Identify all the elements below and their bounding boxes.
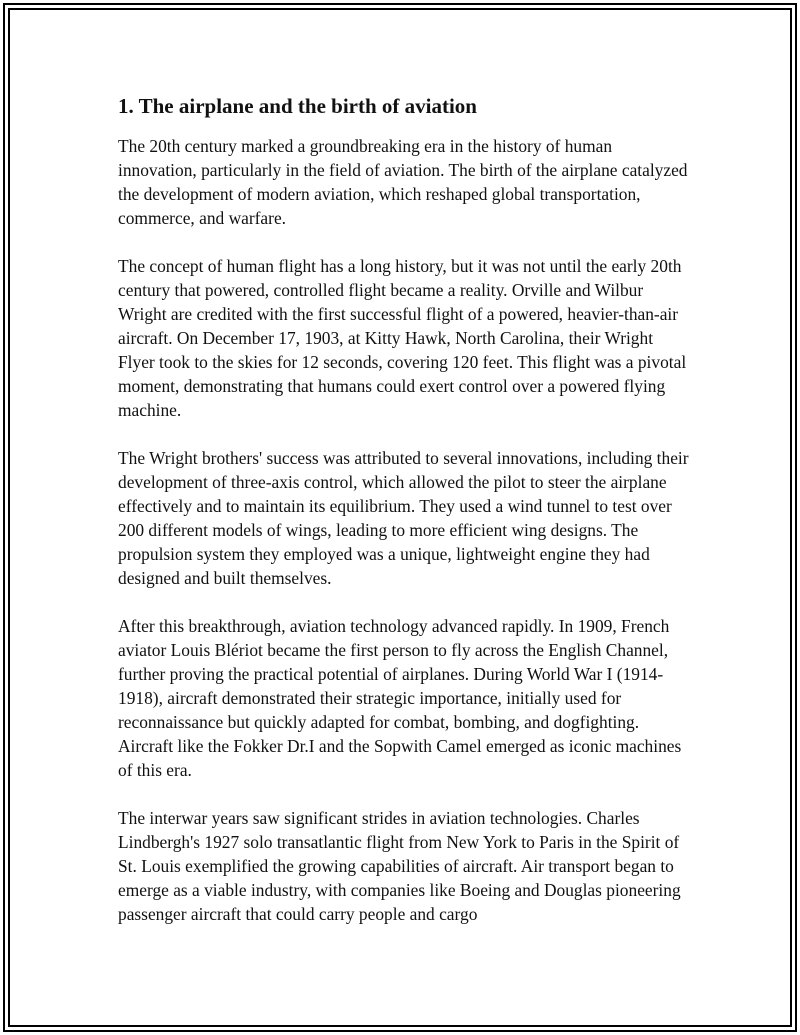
- document-body: [118, 92, 690, 950]
- paragraph-wright-flight: The concept of human flight has a long history, but it was not until the early 20th century that powered, controlled flight became a reality. Orville and Wilbur Wright are credited with the first successful flight of a powered, heavier-than-air aircraft. On December 17, 1903, at Kitty Hawk, North Carolina, their Wright Flyer took to the skies for 12 seconds, covering 120 feet. This flight was a pivotal moment, demonstrating that humans could exert control over a powered flying machine.: [118, 256, 687, 420]
- section-title: 1. The airplane and the birth of aviation: [118, 94, 477, 118]
- paragraph-intro: The 20th century marked a groundbreaking era in the history of human innovation, particularly in the field of aviation. The birth of the airplane catalyzed the development of modern aviation, which reshaped global transportation, commerce, and warfare.: [118, 136, 688, 228]
- paragraph-early-advances: After this breakthrough, aviation technology advanced rapidly. In 1909, French aviator Louis Blériot became the first person to fly across the English Channel, further proving the practical potential of airplanes. During World War I (1914-1918), aircraft demonstrated their strategic importance, initially used for reconnaissance but quickly adapted for combat, bombing, and dogfighting. Aircraft like the Fokker Dr.I and the Sopwith Camel emerged as iconic machines of this era.: [118, 616, 682, 780]
- paragraph-interwar-years: The interwar years saw significant strides in aviation technologies. Charles Lindbergh's 1927 solo transatlantic flight from New York to Paris in the Spirit of St. Louis exemplified the growing capabilities of aircraft. Air transport began to emerge as a viable industry, with companies like Boeing and Douglas pioneering passenger aircraft that could carry people and cargo: [118, 808, 681, 924]
- paragraph-wright-innovations: The Wright brothers' success was attributed to several innovations, including their development of three-axis control, which allowed the pilot to steer the airplane effectively and to maintain its equilibrium. They used a wind tunnel to test over 200 different models of wings, leading to more efficient wing designs. The propulsion system they employed was a unique, lightweight engine they had designed and built themselves.: [118, 448, 689, 588]
